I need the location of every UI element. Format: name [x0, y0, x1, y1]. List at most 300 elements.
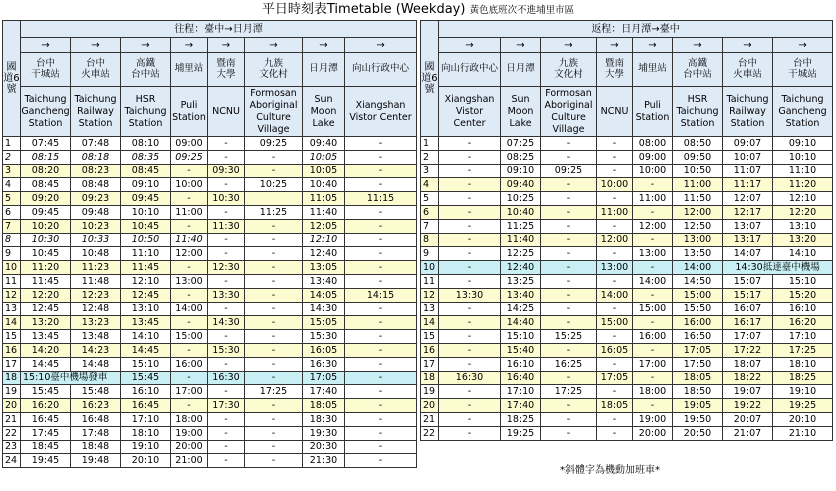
outbound-time-cell: -	[208, 454, 245, 468]
inbound-time-cell: -	[541, 205, 597, 219]
outbound-time-cell: 14:30	[208, 316, 245, 330]
inbound-arrow: →	[439, 38, 501, 53]
inbound-airport-note: 14:30抵達臺中機場	[723, 261, 833, 275]
outbound-time-cell: 15:05	[303, 316, 345, 330]
inbound-trip-number: 11	[421, 274, 439, 288]
outbound-time-cell: 08:23	[71, 164, 121, 178]
inbound-time-cell: -	[597, 274, 633, 288]
inbound-trip-row	[421, 219, 833, 233]
inbound-time-cell: 09:00	[633, 150, 673, 164]
outbound-header-station-en-row	[3, 87, 417, 137]
inbound-time-cell: -	[541, 137, 597, 151]
outbound-time-cell: -	[208, 330, 245, 344]
inbound-time-cell: 15:40	[501, 343, 541, 357]
outbound-header-direction-row	[3, 21, 417, 38]
outbound-time-cell: -	[345, 137, 417, 151]
outbound-time-cell: -	[345, 205, 417, 219]
inbound-time-cell: -	[541, 261, 597, 275]
inbound-station-zh: 暨南 大學	[597, 53, 633, 87]
inbound-time-cell: 14:00	[633, 274, 673, 288]
outbound-time-cell: 13:20	[21, 316, 71, 330]
outbound-time-cell: -	[245, 371, 303, 385]
inbound-trip-row	[421, 192, 833, 206]
inbound-trip-number: 6	[421, 205, 439, 219]
outbound-time-cell: 08:10	[121, 137, 171, 151]
outbound-time-cell: 11:25	[245, 205, 303, 219]
inbound-time-cell: 18:05	[597, 399, 633, 413]
outbound-time-cell: 19:48	[71, 454, 121, 468]
inbound-time-cell: 12:20	[773, 205, 833, 219]
inbound-time-cell: 17:05	[673, 343, 723, 357]
inbound-time-cell: 16:10	[501, 357, 541, 371]
inbound-time-cell: 12:00	[633, 219, 673, 233]
inbound-trip-number: 7	[421, 219, 439, 233]
inbound-station-zh: 九族 文化村	[541, 53, 597, 87]
inbound-time-cell: 13:00	[597, 261, 633, 275]
outbound-time-cell: -	[345, 233, 417, 247]
inbound-time-cell: -	[541, 302, 597, 316]
outbound-time-cell: 12:10	[121, 274, 171, 288]
inbound-time-cell: 15:10	[773, 274, 833, 288]
inbound-time-cell: -	[541, 247, 597, 261]
inbound-time-cell: 14:25	[501, 302, 541, 316]
inbound-trip-number: 5	[421, 192, 439, 206]
outbound-time-cell: -	[245, 164, 303, 178]
outbound-trip-row	[3, 261, 417, 275]
inbound-time-cell: 13:20	[773, 233, 833, 247]
inbound-time-cell: 20:07	[723, 412, 773, 426]
inbound-time-cell: 13:10	[773, 219, 833, 233]
inbound-time-cell: 14:00	[597, 288, 633, 302]
outbound-time-cell: 10:05	[303, 164, 345, 178]
inbound-arrow: →	[501, 38, 541, 53]
outbound-time-cell: 17:00	[171, 385, 208, 399]
inbound-time-cell: -	[439, 178, 501, 192]
outbound-time-cell: 12:20	[21, 288, 71, 302]
inbound-time-cell: -	[633, 178, 673, 192]
inbound-time-cell: 13:07	[723, 219, 773, 233]
inbound-time-cell: 11:40	[501, 233, 541, 247]
outbound-time-cell: 15:30	[303, 330, 345, 344]
outbound-time-cell: 14:23	[71, 343, 121, 357]
inbound-time-cell: -	[541, 274, 597, 288]
inbound-time-cell: -	[439, 343, 501, 357]
inbound-time-cell: -	[439, 150, 501, 164]
inbound-time-cell: 17:00	[633, 357, 673, 371]
outbound-time-cell: 09:48	[71, 205, 121, 219]
outbound-time-cell: -	[208, 137, 245, 151]
outbound-station-zh: 向山行政中心	[345, 53, 417, 87]
inbound-station-zh: 台中 火車站	[723, 53, 773, 87]
outbound-trip-row	[3, 302, 417, 316]
inbound-time-cell: 19:05	[673, 399, 723, 413]
inbound-time-cell: -	[633, 233, 673, 247]
inbound-time-cell: 15:07	[723, 274, 773, 288]
outbound-trip-number: 4	[3, 178, 21, 192]
inbound-trip-number: 13	[421, 302, 439, 316]
inbound-time-cell: -	[541, 399, 597, 413]
outbound-route-label: 國道6號	[3, 21, 21, 137]
outbound-time-cell: -	[208, 205, 245, 219]
outbound-trip-row	[3, 192, 417, 206]
inbound-time-cell: -	[439, 205, 501, 219]
outbound-time-cell: 10:33	[71, 233, 121, 247]
outbound-time-cell: 11:48	[71, 274, 121, 288]
inbound-time-cell: 19:50	[673, 412, 723, 426]
inbound-time-cell: 14:00	[673, 261, 723, 275]
inbound-trip-number: 9	[421, 247, 439, 261]
outbound-trip-row	[3, 233, 417, 247]
inbound-time-cell: 18:10	[773, 357, 833, 371]
outbound-time-cell: -	[171, 288, 208, 302]
outbound-time-cell: -	[345, 371, 417, 385]
outbound-time-cell: -	[208, 412, 245, 426]
outbound-time-cell: 10:48	[71, 247, 121, 261]
outbound-trip-row	[3, 164, 417, 178]
outbound-time-cell: 17:40	[303, 385, 345, 399]
inbound-time-cell: -	[597, 426, 633, 440]
inbound-time-cell: -	[541, 219, 597, 233]
inbound-time-cell: -	[541, 192, 597, 206]
inbound-trip-number: 22	[421, 426, 439, 440]
inbound-station-zh: 日月潭	[501, 53, 541, 87]
outbound-trip-number: 22	[3, 426, 21, 440]
outbound-trip-row	[3, 137, 417, 151]
outbound-trip-number: 18	[3, 371, 21, 385]
inbound-time-cell: 20:50	[673, 426, 723, 440]
outbound-trip-number: 17	[3, 357, 21, 371]
outbound-timetable	[2, 20, 417, 468]
inbound-time-cell: 12:17	[723, 205, 773, 219]
outbound-time-cell: 11:45	[21, 274, 71, 288]
inbound-time-cell: -	[541, 371, 597, 385]
yellow-note: 黃色底班次不進埔里市區	[469, 5, 575, 16]
outbound-time-cell: -	[245, 316, 303, 330]
outbound-time-cell: 16:48	[71, 412, 121, 426]
outbound-station-zh: 日月潭	[303, 53, 345, 87]
inbound-time-cell: 11:50	[673, 192, 723, 206]
inbound-time-cell: 12:07	[723, 192, 773, 206]
outbound-time-cell: 10:00	[171, 178, 208, 192]
inbound-time-cell: 17:05	[597, 371, 633, 385]
inbound-trip-number: 1	[421, 137, 439, 151]
inbound-time-cell: 19:25	[773, 399, 833, 413]
inbound-time-cell: 16:10	[773, 302, 833, 316]
outbound-trip-number: 9	[3, 247, 21, 261]
inbound-trip-number: 12	[421, 288, 439, 302]
outbound-time-cell: 18:48	[71, 440, 121, 454]
inbound-station-en: Xiangshan Vistor Center	[439, 87, 501, 137]
outbound-time-cell: -	[345, 440, 417, 454]
inbound-time-cell: 09:10	[773, 137, 833, 151]
outbound-trip-row	[3, 330, 417, 344]
inbound-time-cell: 16:00	[673, 316, 723, 330]
outbound-time-cell: 17:05	[303, 371, 345, 385]
outbound-time-cell: -	[345, 302, 417, 316]
inbound-trip-row	[421, 150, 833, 164]
outbound-time-cell: 11:15	[345, 192, 417, 206]
inbound-time-cell: 16:40	[501, 371, 541, 385]
inbound-trip-number: 16	[421, 343, 439, 357]
outbound-time-cell: 10:30	[208, 192, 245, 206]
outbound-trip-number: 19	[3, 385, 21, 399]
outbound-trip-number: 21	[3, 412, 21, 426]
outbound-time-cell: -	[245, 399, 303, 413]
inbound-arrow: →	[773, 38, 833, 53]
outbound-time-cell: -	[345, 247, 417, 261]
outbound-time-cell: 20:30	[303, 440, 345, 454]
inbound-time-cell: 18:05	[673, 371, 723, 385]
outbound-time-cell: -	[345, 357, 417, 371]
inbound-trip-number: 4	[421, 178, 439, 192]
italic-footnote: *斜體字為機動加班車*	[560, 465, 660, 476]
outbound-trip-row	[3, 343, 417, 357]
inbound-time-cell: 12:40	[501, 261, 541, 275]
inbound-arrow: →	[541, 38, 597, 53]
outbound-time-cell: 19:45	[21, 454, 71, 468]
inbound-time-cell: 17:22	[723, 343, 773, 357]
inbound-time-cell: -	[439, 192, 501, 206]
outbound-station-en: HSR Taichung Station	[121, 87, 171, 137]
inbound-time-cell: -	[541, 412, 597, 426]
outbound-trip-row	[3, 454, 417, 468]
outbound-time-cell: 10:45	[121, 219, 171, 233]
outbound-time-cell: -	[171, 316, 208, 330]
outbound-time-cell: 09:45	[121, 192, 171, 206]
inbound-time-cell: 14:07	[723, 247, 773, 261]
outbound-time-cell: -	[245, 219, 303, 233]
outbound-time-cell: 09:23	[71, 192, 121, 206]
outbound-time-cell: 17:10	[121, 412, 171, 426]
inbound-station-en: NCNU	[597, 87, 633, 137]
outbound-time-cell: 08:45	[21, 178, 71, 192]
outbound-time-cell: -	[345, 399, 417, 413]
inbound-time-cell: -	[439, 385, 501, 399]
inbound-time-cell: -	[597, 385, 633, 399]
outbound-time-cell: 18:05	[303, 399, 345, 413]
outbound-time-cell: -	[345, 178, 417, 192]
outbound-trip-row	[3, 150, 417, 164]
inbound-time-cell: -	[597, 150, 633, 164]
outbound-time-cell: 12:30	[208, 261, 245, 275]
outbound-trip-number: 7	[3, 219, 21, 233]
inbound-trip-row	[421, 371, 833, 385]
inbound-time-cell: -	[439, 426, 501, 440]
outbound-time-cell: 11:40	[171, 233, 208, 247]
inbound-arrow: →	[633, 38, 673, 53]
inbound-time-cell: -	[439, 219, 501, 233]
outbound-station-zh: 台中 干城站	[21, 53, 71, 87]
outbound-time-cell: -	[245, 261, 303, 275]
outbound-time-cell: 19:00	[171, 426, 208, 440]
inbound-trip-row	[421, 288, 833, 302]
outbound-time-cell: 11:20	[21, 261, 71, 275]
inbound-time-cell: 18:07	[723, 357, 773, 371]
outbound-time-cell: 16:20	[21, 399, 71, 413]
inbound-station-zh: 向山行政中心	[439, 53, 501, 87]
outbound-trip-row	[3, 426, 417, 440]
inbound-time-cell: -	[439, 330, 501, 344]
outbound-time-cell: 09:00	[171, 137, 208, 151]
outbound-time-cell: 12:23	[71, 288, 121, 302]
outbound-time-cell: -	[345, 219, 417, 233]
inbound-trip-number: 18	[421, 371, 439, 385]
outbound-arrow: →	[171, 38, 208, 53]
outbound-arrow: →	[245, 38, 303, 53]
inbound-time-cell: 21:07	[723, 426, 773, 440]
inbound-trip-number: 14	[421, 316, 439, 330]
inbound-time-cell: 08:25	[501, 150, 541, 164]
inbound-time-cell: -	[597, 164, 633, 178]
outbound-time-cell: 19:30	[303, 426, 345, 440]
inbound-time-cell: -	[541, 426, 597, 440]
inbound-time-cell: 11:07	[723, 164, 773, 178]
outbound-arrow: →	[21, 38, 71, 53]
outbound-time-cell: 09:20	[21, 192, 71, 206]
outbound-time-cell: 15:10	[121, 357, 171, 371]
inbound-time-cell: 07:25	[501, 137, 541, 151]
outbound-time-cell: 08:20	[21, 164, 71, 178]
inbound-arrow: →	[597, 38, 633, 53]
outbound-time-cell: -	[345, 426, 417, 440]
outbound-time-cell: 12:00	[171, 247, 208, 261]
outbound-time-cell: -	[208, 385, 245, 399]
inbound-station-en: Taichung Railway Station	[723, 87, 773, 137]
inbound-time-cell: 14:10	[773, 247, 833, 261]
inbound-time-cell: 16:07	[723, 302, 773, 316]
outbound-time-cell: 17:30	[208, 399, 245, 413]
outbound-time-cell: 11:00	[171, 205, 208, 219]
outbound-airport-note: 15:10臺中機場發車	[21, 371, 121, 385]
inbound-station-en: HSR Taichung Station	[673, 87, 723, 137]
outbound-time-cell: 07:45	[21, 137, 71, 151]
outbound-time-cell: 15:00	[171, 330, 208, 344]
outbound-time-cell: -	[208, 233, 245, 247]
inbound-time-cell: 18:50	[673, 385, 723, 399]
inbound-time-cell: 19:22	[723, 399, 773, 413]
outbound-time-cell: -	[245, 247, 303, 261]
inbound-time-cell: -	[439, 399, 501, 413]
inbound-time-cell: 18:22	[723, 371, 773, 385]
outbound-time-cell: 14:20	[21, 343, 71, 357]
outbound-time-cell: 09:40	[303, 137, 345, 151]
inbound-time-cell: 12:00	[673, 205, 723, 219]
inbound-time-cell: 10:00	[633, 164, 673, 178]
inbound-time-cell: 11:17	[723, 178, 773, 192]
outbound-time-cell: 14:48	[71, 357, 121, 371]
inbound-time-cell: 15:00	[673, 288, 723, 302]
inbound-time-cell: 15:50	[673, 302, 723, 316]
inbound-time-cell: -	[439, 137, 501, 151]
outbound-trip-row	[3, 288, 417, 302]
inbound-time-cell: -	[439, 316, 501, 330]
outbound-trip-row	[3, 178, 417, 192]
inbound-time-cell: 19:07	[723, 385, 773, 399]
outbound-time-cell: 13:48	[71, 330, 121, 344]
inbound-time-cell: 10:10	[773, 150, 833, 164]
inbound-time-cell: 16:17	[723, 316, 773, 330]
inbound-timetable	[420, 20, 833, 441]
inbound-trip-row	[421, 205, 833, 219]
inbound-trip-number: 2	[421, 150, 439, 164]
inbound-time-cell: 13:25	[501, 274, 541, 288]
inbound-time-cell: -	[439, 261, 501, 275]
inbound-time-cell: 15:20	[773, 288, 833, 302]
outbound-station-en: Formosan Aboriginal Culture Village	[245, 87, 303, 137]
outbound-trip-row	[3, 385, 417, 399]
inbound-arrow: →	[723, 38, 773, 53]
outbound-time-cell: -	[208, 440, 245, 454]
outbound-time-cell: 08:45	[121, 164, 171, 178]
inbound-time-cell: -	[633, 371, 673, 385]
outbound-time-cell: 11:05	[303, 192, 345, 206]
outbound-time-cell: -	[171, 261, 208, 275]
inbound-station-zh: 高鐵 台中站	[673, 53, 723, 87]
outbound-time-cell: -	[245, 150, 303, 164]
outbound-time-cell: -	[208, 178, 245, 192]
outbound-time-cell: 13:40	[303, 274, 345, 288]
outbound-arrow: →	[208, 38, 245, 53]
inbound-trip-number: 3	[421, 164, 439, 178]
outbound-trip-row	[3, 205, 417, 219]
inbound-time-cell: 16:30	[439, 371, 501, 385]
outbound-time-cell: 13:45	[21, 330, 71, 344]
outbound-time-cell: 15:30	[208, 343, 245, 357]
outbound-station-en: Sun Moon Lake	[303, 87, 345, 137]
inbound-time-cell: 18:25	[773, 371, 833, 385]
outbound-time-cell: -	[171, 164, 208, 178]
outbound-time-cell: 10:20	[21, 219, 71, 233]
inbound-time-cell: 15:00	[633, 302, 673, 316]
inbound-time-cell: 12:10	[773, 192, 833, 206]
outbound-time-cell: -	[345, 164, 417, 178]
outbound-time-cell: -	[171, 371, 208, 385]
outbound-time-cell: 15:45	[21, 385, 71, 399]
inbound-trip-row	[421, 164, 833, 178]
outbound-direction: 往程：臺中→日月潭	[21, 21, 417, 38]
outbound-time-cell: -	[245, 357, 303, 371]
inbound-time-cell: 13:40	[501, 288, 541, 302]
outbound-time-cell: 15:45	[121, 371, 171, 385]
inbound-time-cell: -	[633, 261, 673, 275]
outbound-station-zh: 台中 火車站	[71, 53, 121, 87]
outbound-time-cell: 08:18	[71, 150, 121, 164]
inbound-time-cell: 13:30	[439, 288, 501, 302]
outbound-time-cell: 09:10	[121, 178, 171, 192]
inbound-time-cell: 08:50	[673, 137, 723, 151]
inbound-time-cell: 19:10	[773, 385, 833, 399]
inbound-time-cell: -	[597, 302, 633, 316]
inbound-time-cell: -	[633, 316, 673, 330]
inbound-time-cell: -	[633, 399, 673, 413]
inbound-trip-number: 21	[421, 412, 439, 426]
inbound-trip-number: 20	[421, 399, 439, 413]
inbound-time-cell: 16:25	[541, 357, 597, 371]
outbound-time-cell: 18:10	[121, 426, 171, 440]
inbound-trip-row	[421, 385, 833, 399]
outbound-time-cell: -	[345, 454, 417, 468]
outbound-time-cell: 14:05	[303, 288, 345, 302]
outbound-header-arrow-row	[3, 38, 417, 53]
outbound-time-cell: -	[245, 454, 303, 468]
outbound-time-cell: 20:00	[171, 440, 208, 454]
outbound-trip-number: 13	[3, 302, 21, 316]
outbound-time-cell: -	[245, 440, 303, 454]
outbound-time-cell: 11:30	[208, 219, 245, 233]
inbound-time-cell: -	[439, 164, 501, 178]
outbound-time-cell: 10:23	[71, 219, 121, 233]
inbound-time-cell: 17:10	[773, 330, 833, 344]
